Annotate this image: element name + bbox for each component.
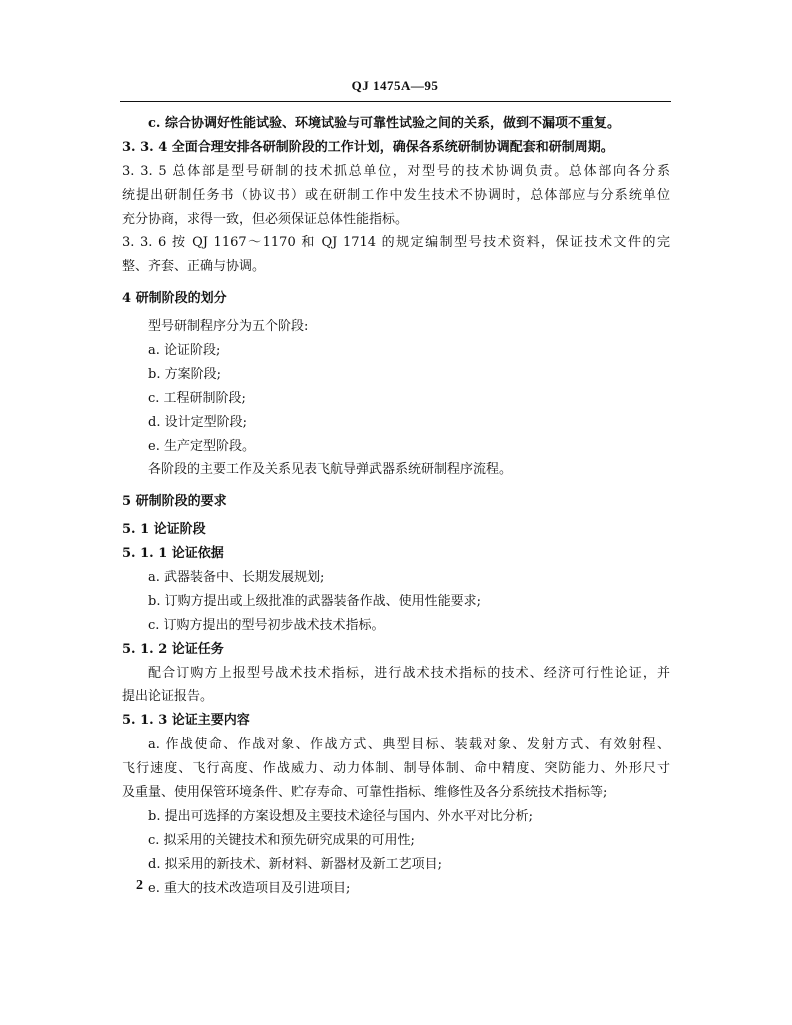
section-4-heading: 4 研制阶段的划分 xyxy=(122,291,227,307)
clause-3-3-5-line2: 统提出研制任务书（协议书）或在研制工作中发生技术不协调时，总体部应与分系统单位 xyxy=(122,187,670,203)
section-5-heading: 5 研制阶段的要求 xyxy=(122,494,227,510)
content-item-c: c. 拟采用的关键技术和预先研究成果的可用性; xyxy=(148,832,415,848)
content-item-a-line3: 及重量、使用保管环境条件、贮存寿命、可靠性指标、维修性及各分系统技术指标等; xyxy=(122,785,608,801)
document-body xyxy=(122,112,670,901)
stage-item-e: e. 生产定型阶段。 xyxy=(148,438,255,454)
clause-3-3-5-line1: 3. 3. 5 总体部是型号研制的技术抓总单位，对型号的技术协调负责。总体部向各分系 xyxy=(122,163,670,179)
basis-item-c: c. 订购方提出的型号初步战术技术指标。 xyxy=(148,617,385,633)
stage-item-c: c. 工程研制阶段; xyxy=(148,390,246,406)
section-4-intro: 型号研制程序分为五个阶段: xyxy=(148,319,309,335)
section-5-1-3-heading: 5. 1. 3 论证主要内容 xyxy=(122,713,250,729)
clause-3-3-6-line2: 整、齐套、正确与协调。 xyxy=(122,259,266,275)
section-5-1-heading: 5. 1 论证阶段 xyxy=(122,522,206,538)
stage-item-d: d. 设计定型阶段; xyxy=(148,414,247,430)
page-number: 2 xyxy=(136,878,143,893)
section-5-1-2-heading: 5. 1. 2 论证任务 xyxy=(122,641,224,657)
stage-item-b: b. 方案阶段; xyxy=(148,366,221,382)
task-line1: 配合订购方上报型号战术技术指标，进行战术技术指标的技术、经济可行性论证，并 xyxy=(148,665,670,681)
basis-item-a: a. 武器装备中、长期发展规划; xyxy=(148,570,325,586)
stage-item-a: a. 论证阶段; xyxy=(148,343,221,359)
section-5-1-1-heading: 5. 1. 1 论证依据 xyxy=(122,546,224,562)
clause-3-3-5-line3: 充分协商，求得一致，但必须保证总体性能指标。 xyxy=(122,211,409,227)
section-4-note: 各阶段的主要工作及关系见表飞航导弹武器系统研制程序流程。 xyxy=(148,462,513,478)
clause-3-3-6-line1: 3. 3. 6 按 QJ 1167～1170 和 QJ 1714 的规定编制型号技术资料，保证技术文件的完 xyxy=(122,235,670,251)
basis-item-b: b. 订购方提出或上级批准的武器装备作战、使用性能要求; xyxy=(148,593,481,609)
content-item-d: d. 拟采用的新技术、新材料、新器材及新工艺项目; xyxy=(148,856,442,872)
content-item-e: e. 重大的技术改造项目及引进项目; xyxy=(148,880,351,896)
list-item-c: c. 综合协调好性能试验、环境试验与可靠性试验之间的关系，做到不漏项不重复。 xyxy=(148,116,620,131)
content-item-b: b. 提出可选择的方案设想及主要技术途径与国内、外水平对比分析; xyxy=(148,808,533,824)
content-item-a-line1: a. 作战使命、作战对象、作战方式、典型目标、装载对象、发射方式、有效射程、 xyxy=(148,737,670,753)
doc-code-header: QJ 1475A—95 xyxy=(351,78,439,93)
task-line2: 提出论证报告。 xyxy=(122,689,214,705)
content-item-a-line2: 飞行速度、飞行高度、作战威力、动力体制、制导体制、命中精度、突防能力、外形尺寸 xyxy=(122,761,670,777)
header-rule xyxy=(120,101,671,102)
clause-3-3-4: 3. 3. 4 全面合理安排各研制阶段的工作计划，确保各系统研制协调配套和研制周期。 xyxy=(122,139,614,155)
